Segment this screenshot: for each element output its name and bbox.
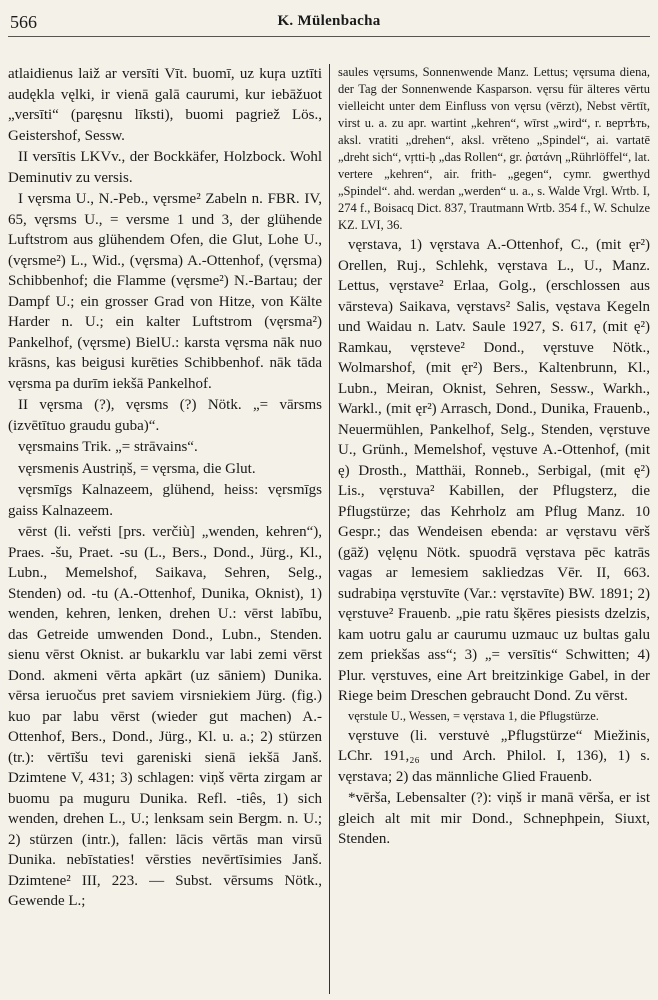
page-number: 566 <box>10 12 37 32</box>
entry-paragraph: II vęrsma (?), vęrsms (?) Nötk. „= vārsms (izvētītuo graudu guba)“. <box>8 397 322 434</box>
page-header <box>8 8 650 37</box>
entry-paragraph: saules vęrsums, Sonnenwende Manz. Lettus; vęrsuma diena, der Tag der Sonnenwende Kasparson. vęrsu für älteres vērtu vielleicht unter dem Einfluss von vęrsu (vērzt), Nebst vērtīt, virst u. a. zu apr. wartint „kehren“, wīrst „wird“, r. вертѣть, aksl. vratiti „drehen“, aksl. vrěteno „Spindel“, ai. vartatē „dreht sich“, vŗtti-ḥ „das Rollen“, gr. ῥατάνη „Rührlöffel“, lat. vertere „kehren“, air. frith- „gegen“, cymr. gwerthyd „Spindel“. ahd. werdan „werden“ u. a., s. Walde Vrgl. Wrtb. I, 274 f., Boisacq Dict. 837, Trautmann Wrtb. 354 f., W. Schulze KZ. LVI, 36. <box>338 65 650 232</box>
entry-paragraph: I vęrsma U., N.-Peb., vęrsme² Zabeln n. FBR. IV, 65, vęrsms U., = versme 1 und 3, der glühende Luftstrom aus glühendem Ofen, die Glut, Lohe U., (vęrsme²) L., Wid., (vęrsma) A.-Ottenhof, (vęrsma) Schibbenhof; die Flamme (vęrsme²) N.-Bartau; der Dampf U.; ein grosser Grad von Hitze, von Kälte Harder n. U.; ein kalter Luftstrom (vęrsma²) Pankelhof, (vęrsme) BielU.: karsta vęrsma nāk nuo krāsns, kas beigusi kurēties Schibbenhof. nāk tāda vęrsma pa durīm iekšā Pankelhof. <box>8 191 322 392</box>
entry-paragraph: *vērša, Lebensalter (?): viņš ir manā vērša, er ist gleich alt mit mir Dond., Schnephpein, Siuxt, Stenden. <box>338 790 650 847</box>
text-columns <box>8 64 650 994</box>
entry-paragraph: vęrsmenis Austriņš, = vęrsma, die Glut. <box>18 460 256 477</box>
entry-paragraph: vērst (li. veřsti [prs. verčiù] „wenden, kehren“), Praes. -šu, Praet. -su (L., Bers., Dond., Jürg., Kl., Lubn., Memelshof, Saikava, Sehren, Selg., Stenden) od. -tu (A.-Ottenhof, Dunika, Oknist), 1) wenden, kehren, lenken, drehen U.: vērst labību, das Getreide umwenden Dond., Lubn., Stenden. sienu vērst Oknist. ar bukarklu var labi zemi vērst Dond. akmeni vērta apkārt (uz sāniem) Dunika. vērsa ieruočus pret saviem virsniekiem Jürg. (fig.) kuo par labu vērst (wieder gut machen) A.-Ottenhof, Bers., Dond., Jürg., Kl. u. a.; 2) stürzen (tr.): vērtīšu tevi gareniski sienā iekšā Janš. Dzimtene V, 431; 3) schlagen: viņš vērta zirgam ar buomu pa muguru Dunika. Refl. -tiês, 1) sich wenden, drehen L., U.; lenksam sein Bergm. n. U.; 2) stürzen (intr.), fallen: lācis vērtās man virsū Dunika. nebīstaties! vērsties nevērtīsimies Janš. Dzimtene² III, 223. — Subst. vērsums Nötk., Gewende L.; <box>8 524 322 909</box>
entry-paragraph: vęrsmīgs Kalnazeem, glühend, heiss: vęrsmīgs gaiss Kalnazeem. <box>8 482 322 519</box>
running-head: K. Mülenbacha <box>277 13 381 29</box>
entry-paragraph: vęrstuve (li. verstuvė „Pflugstürze“ Miežinis, LChr. 191,₂₆ und Arch. Philol. I, 136), 1) s. vęrstava; 2) das männliche Glied Frauenb. <box>338 727 650 785</box>
left-column <box>8 64 329 994</box>
entry-paragraph: vęrsmains Trik. „= strāvains“. <box>18 439 198 455</box>
entry-paragraph: II versītis LKVv., der Bockkäfer, Holzbock. Wohl Deminutiv zu versis. <box>8 149 322 186</box>
entry-paragraph: atlaidienus laiž ar versīti Vīt. buomī, uz kuŗa uztīti audękla vęlki, ir vienā galā caurumi, kur iebāžuot „versīti“ (paręsnu līksti), buomi pagriež Lös., Geistershof, Sessw. <box>8 66 322 144</box>
entry-paragraph: vęrstava, 1) vęrstava A.-Ottenhof, C., (mit ęr²) Orellen, Ruj., Schlehk, vęrstava L., U., Manz. Lettus, vęrstave² Erlaa, Golg., (erschlossen aus vārsteva) Saikava, vęrstavs² Salis, vęstava Kegeln und Waidau n. Latv. Saule 1927, S. 617, (mit ę²) Ramkau, vęrsteve² Dond., vęrstuve Nötk., Wolmarshof, (mit ęr²) Bers., Kaltenbrunn, Kl., Lubn., Meiran, Oknist, Sehren, Sessw., Warkh., Warkl., (mit ęr²) Arrasch, Dond., Dunika, Frauenb., Neuermühlen, Pankelhof, Selg., Stenden, vęrstuve U., Grünh., Memelshof, vęstuve A.-Ottenhof, (mit ę) Drosth., Matthäi, Ronneb., Serbigal, (mit ę²) Lis., vęrstuva² Kabillen, der Pflugsterz, die Pflugstürze; das Kehrholz am Pflug Manz. 10 Gespr.; das Wendeisen ebenda: ar vęrstavu vērš (gāž) vęlęnu Nötk. spuodrā vęrstava pēc katrās vagas ar lemesiem sakliedzas Vēr. II, 663. sudrabiņa vęrstuvīte (Var.: vęrstavīte) BW. 1891; 2) vęrstuve² Frauenb. „pie ratu šķēres piesists dzelzis, kam uotru galu ar caurumu uzmauc uz bultas galu zem priekšas ass“; 3) „= versītis“ Schwitten; 4) Plur. vęrstuves, eine Art breitzinkige Gabel, in der Riege beim Dreschen gebraucht Dond. Zu vērst. <box>338 237 650 704</box>
right-column <box>329 64 650 994</box>
entry-paragraph: vęrstule U., Wessen, = vęrstava 1, die Pflugstürze. <box>348 708 599 723</box>
